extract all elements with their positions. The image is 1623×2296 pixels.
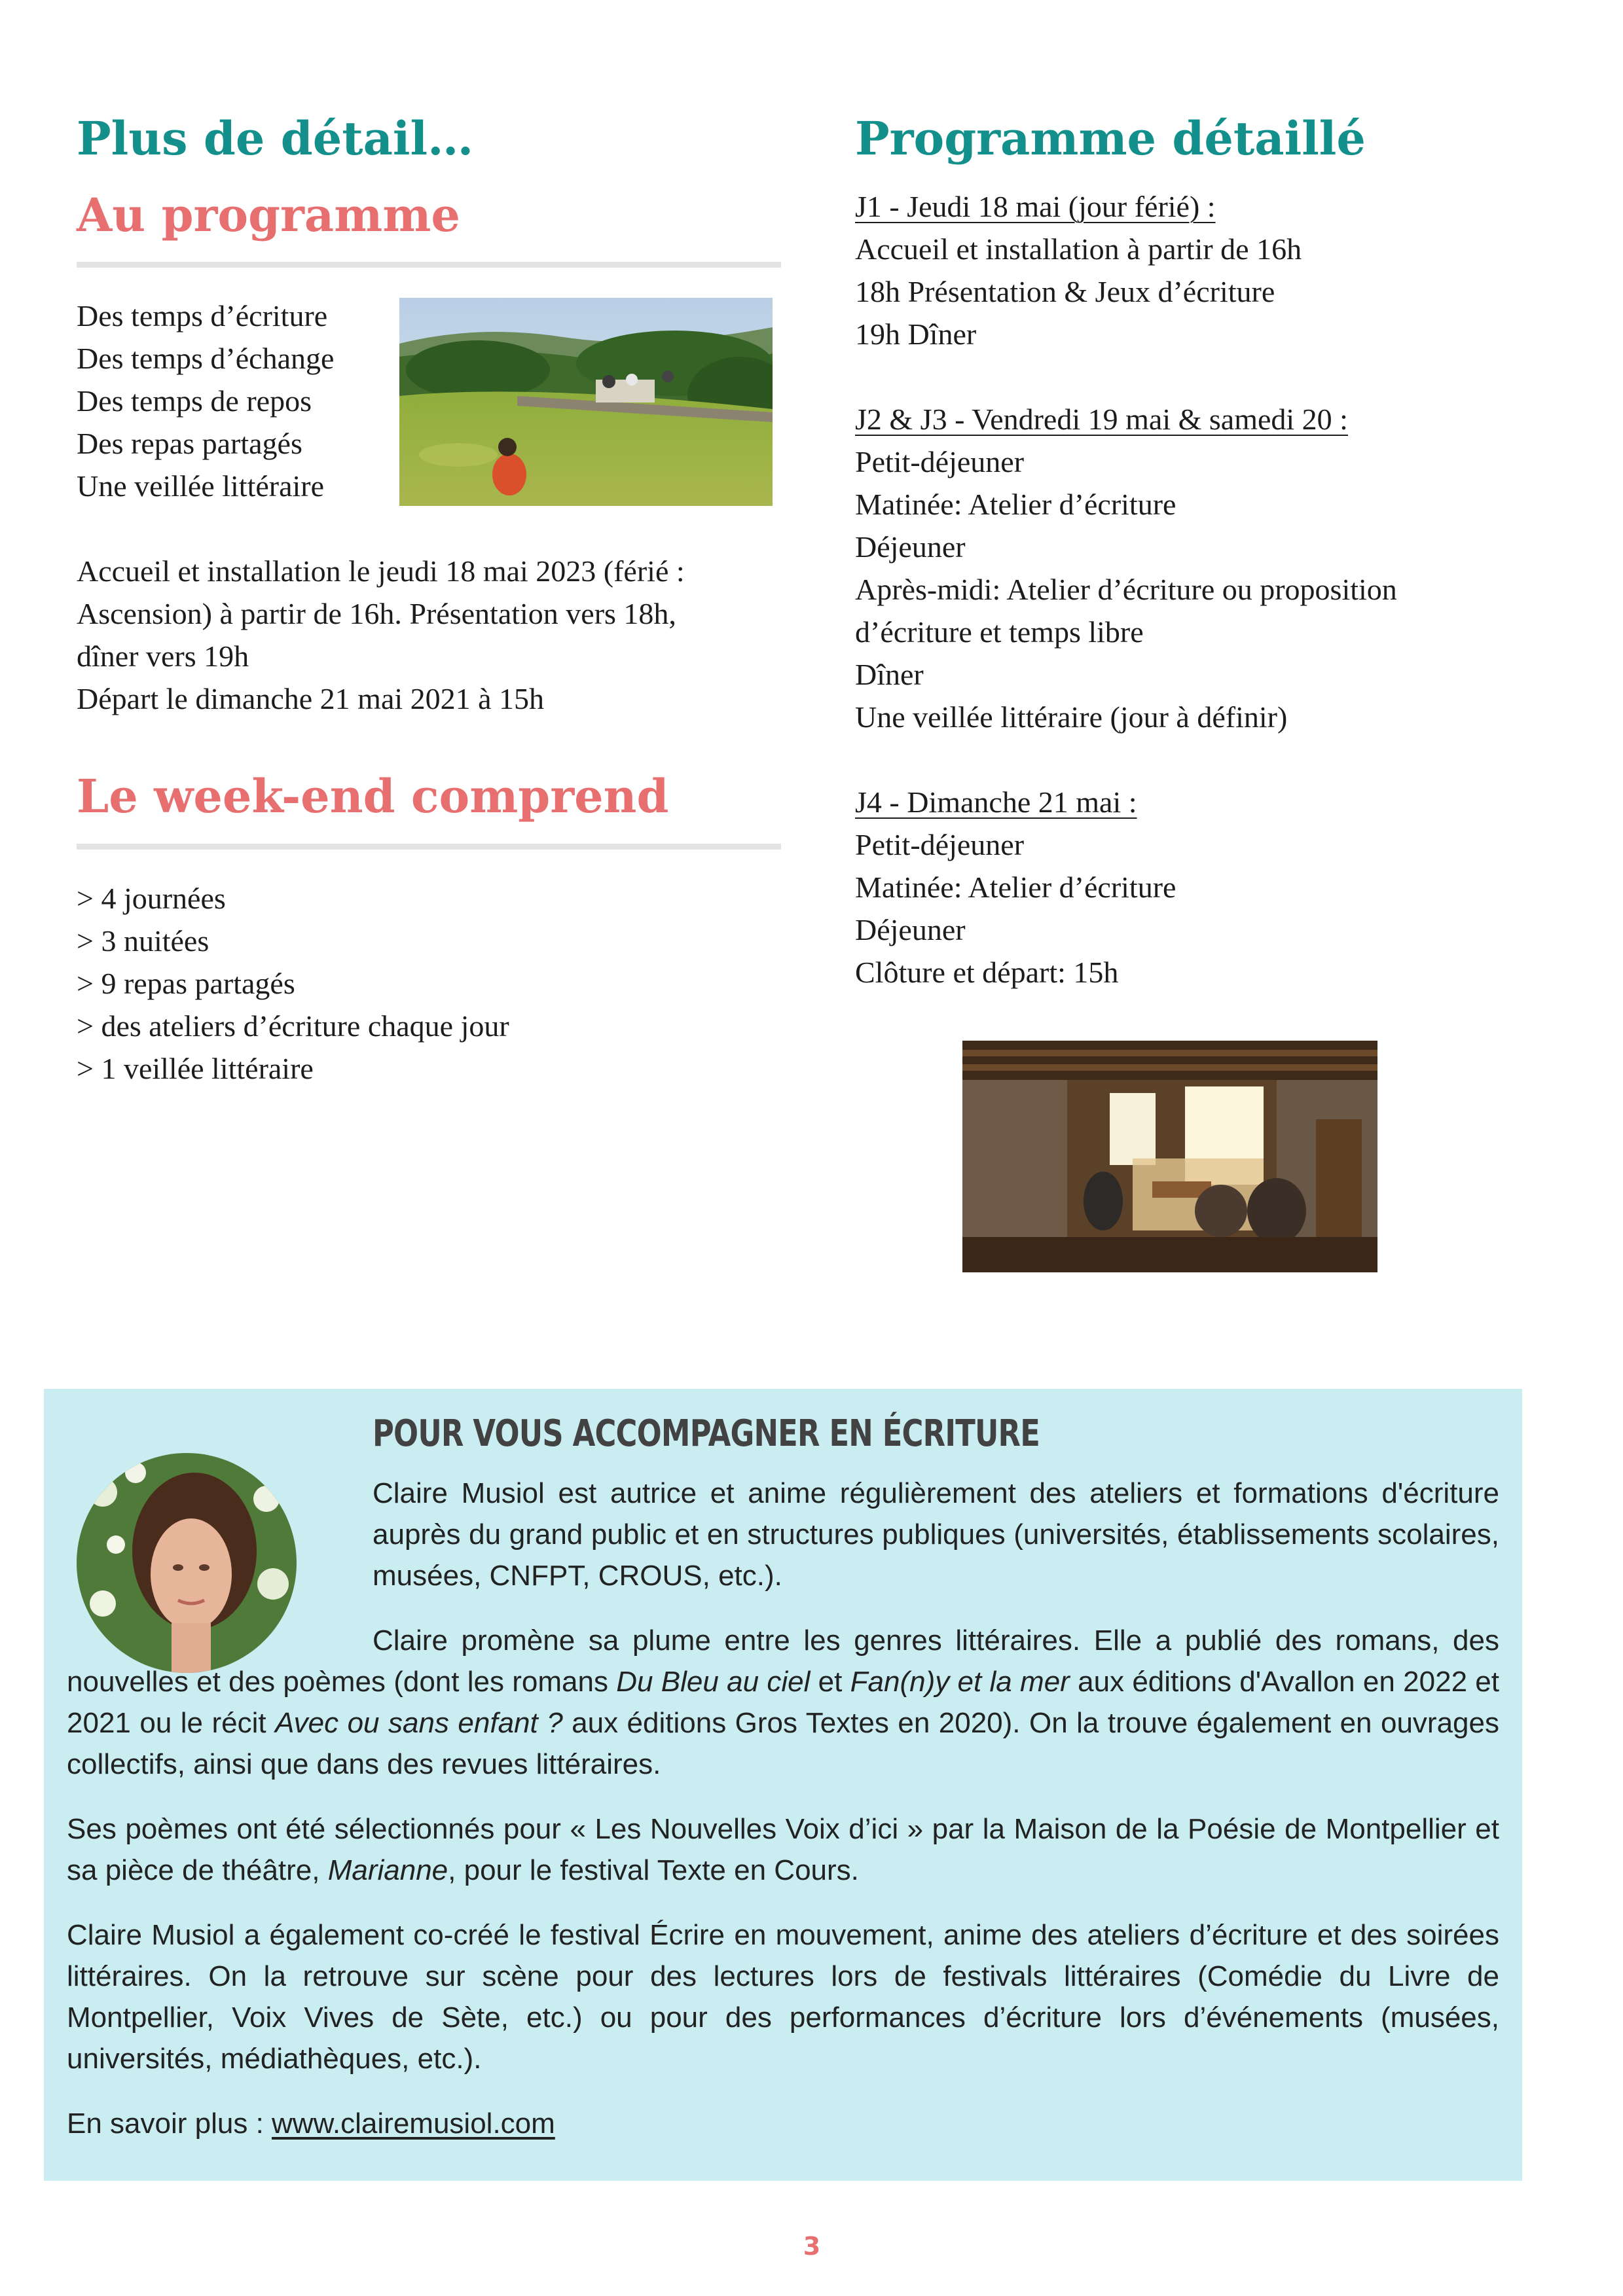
list-item: d’écriture et temps libre	[855, 615, 1144, 649]
text-line: Accueil et installation le jeudi 18 mai 2023 (férié :	[77, 554, 685, 588]
author-bio-box	[44, 1389, 1522, 2181]
bio-paragraph: Claire promène sa plume entre les genres littéraires. Elle a publié des romans, des nouvelles et des poèmes (dont les romans Du Bleu au ciel et Fan(n)y et la mer aux éditions d'Avallon en 2022 et 2021 ou le récit Avec ou sans enfant ? aux éditions Gros Textes en 2020). On la trouve également en ouvrages collectifs, ainsi que dans des revues littéraires.	[67, 1624, 1500, 1780]
list-item: Matinée: Atelier d’écriture	[855, 488, 1176, 521]
list-item: Déjeuner	[855, 530, 966, 564]
list-item: Des temps de repos	[77, 384, 312, 418]
list-item: > 1 veillée littéraire	[77, 1052, 314, 1085]
website-link[interactable]: www.clairemusiol.com	[272, 2108, 555, 2140]
text-line: Ascension) à partir de 16h. Présentation vers 18h,	[77, 597, 676, 630]
section-title-details: Plus de détail…	[77, 111, 474, 166]
section-title-programme: Programme détaillé	[855, 111, 1366, 166]
list-item: Déjeuner	[855, 913, 966, 946]
weekend-heading: Le week-end comprend	[77, 769, 669, 823]
list-item: > 4 journées	[77, 882, 226, 915]
list-item: Matinée: Atelier d’écriture	[855, 870, 1176, 904]
list-item: Dîner	[855, 658, 924, 691]
list-item: Une veillée littéraire	[77, 469, 325, 503]
list-item: 19h Dîner	[855, 317, 977, 351]
bio-text	[67, 1473, 1499, 2168]
programme-list	[77, 295, 391, 507]
list-item: Des temps d’échange	[77, 342, 335, 375]
heading-divider	[77, 262, 781, 268]
bio-paragraph: Claire Musiol a également co-créé le festival Écrire en mouvement, anime des ateliers d’écriture et des soirées littéraires. On la retrouve sur scène pour des lectures lors de festivals littéraires (Comédie du Livre de Montpellier, Voix Vives de Sète, etc.) ou pour des performances d’écriture lors d’événements (musées, universités, médiathèques, etc.).	[67, 1919, 1499, 2075]
page-number: 3	[803, 2232, 821, 2261]
heading-divider	[77, 844, 781, 850]
list-item: Des temps d’écriture	[77, 299, 328, 332]
day-heading: J1 - Jeudi 18 mai (jour férié) :	[855, 190, 1216, 223]
list-item: Après-midi: Atelier d’écriture ou proposition	[855, 573, 1397, 606]
weekend-list	[77, 877, 731, 1090]
list-item: Des repas partagés	[77, 427, 302, 460]
interior-photo	[962, 1041, 1377, 1272]
day-heading: J2 & J3 - Vendredi 19 mai & samedi 20 :	[855, 403, 1348, 436]
list-item: Clôture et départ: 15h	[855, 956, 1119, 989]
list-item: > 3 nuitées	[77, 924, 210, 958]
programme-heading: Au programme	[77, 188, 460, 242]
list-item: > des ateliers d’écriture chaque jour	[77, 1009, 509, 1043]
list-item: Accueil et installation à partir de 16h	[855, 232, 1302, 266]
bio-more: En savoir plus : www.clairemusiol.com	[67, 2108, 555, 2140]
garden-photo	[399, 298, 773, 506]
day-heading: J4 - Dimanche 21 mai :	[855, 785, 1137, 819]
bio-paragraph: Ses poèmes ont été sélectionnés pour « Les Nouvelles Voix d’ici » par la Maison de la Poésie de Montpellier et sa pièce de théâtre, Marianne, pour le festival Texte en Cours.	[67, 1813, 1499, 1886]
text-line: Départ le dimanche 21 mai 2021 à 15h	[77, 682, 545, 715]
detailed-programme	[855, 185, 1562, 994]
list-item: Petit-déjeuner	[855, 445, 1025, 478]
text-line: dîner vers 19h	[77, 639, 249, 673]
list-item: Une veillée littéraire (jour à définir)	[855, 700, 1288, 734]
bio-paragraph: Claire Musiol est autrice et anime régulièrement des ateliers et formations d'écriture auprès du grand public et en structures publiques (universités, établissements scolaires, musées, CNFPT, CROUS, etc.).	[373, 1477, 1499, 1592]
list-item: Petit-déjeuner	[855, 828, 1025, 861]
bio-title: POUR VOUS ACCOMPAGNER EN ÉCRITURE	[373, 1412, 1040, 1455]
arrival-text	[77, 550, 790, 720]
list-item: 18h Présentation & Jeux d’écriture	[855, 275, 1275, 308]
list-item: > 9 repas partagés	[77, 967, 295, 1000]
